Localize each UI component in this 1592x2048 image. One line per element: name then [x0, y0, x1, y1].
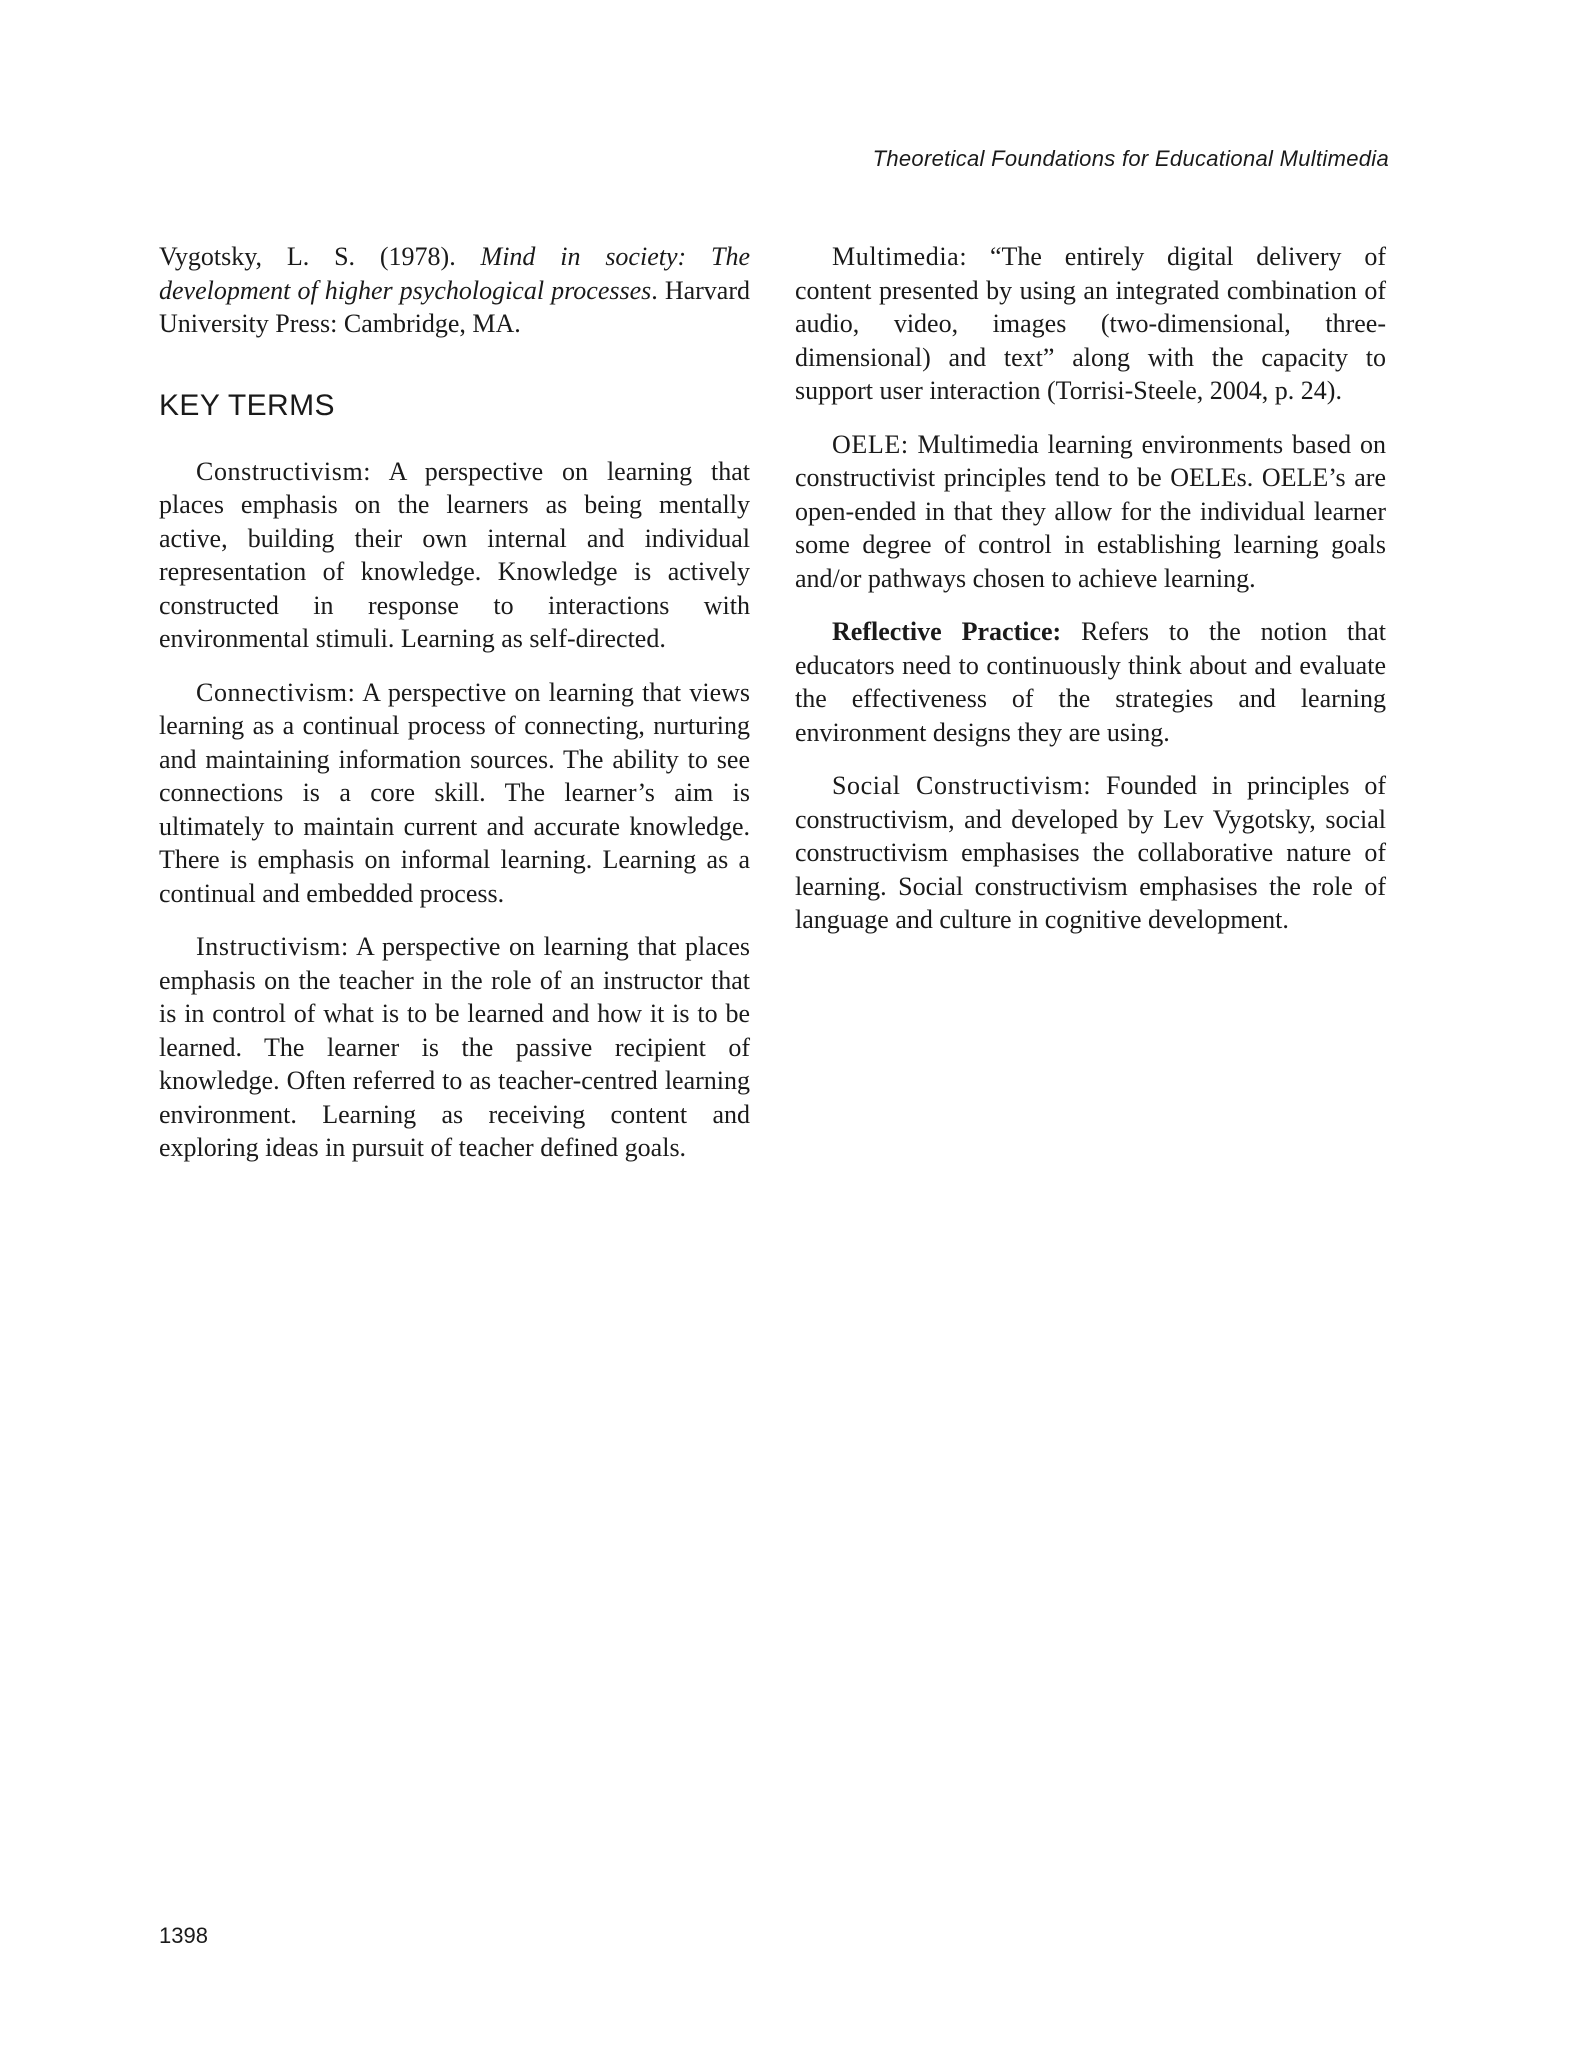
term-definition: Founded in principles of constructivism, and developed by Lev Vygotsky, social constructivism emphasises the collaborative nature of learning. Social constructivism emphasises the role of language and culture in cognitive development. [795, 771, 1386, 934]
term-instructivism [159, 930, 750, 1165]
term-definition: Refers to the notion that educators need to continuously think about and evaluate the effectiveness of the strategies and learning environment designs they are using. [795, 617, 1386, 747]
right-column [795, 240, 1386, 957]
reference-publisher: . Harvard University Press: Cambridge, MA. [159, 275, 750, 338]
reference-title: Mind in society: The development of higher psychological processes [159, 242, 750, 305]
term-label: Connectivism: [196, 677, 356, 707]
term-label: Social Constructivism: [832, 771, 1092, 800]
term-label: Multimedia: [832, 242, 968, 271]
term-definition: “The entirely digital delivery of content presented by using an integrated combination of audio, video, images (two-dimensional, three-dimensional) and text” along with the capacity to support user interaction (Torrisi-Steele, 2004, p. 24). [795, 242, 1386, 405]
term-definition: A perspective on learning that places emphasis on the learners as being mentally active, building their own internal and individual representation of knowledge. Knowledge is actively constructed in response to interactions with environmental stimuli. Learning as self-directed. [159, 456, 750, 653]
term-definition: Multimedia learning environments based on constructivist principles tend to be OELEs. OELE’s are open-ended in that they allow for the individual learner some degree of control in establishing learning goals and/or pathways chosen to achieve learning. [795, 429, 1386, 593]
reference-vygotsky [159, 240, 750, 341]
key-terms-heading: KEY TERMS [159, 388, 335, 422]
reference-authors-year: Vygotsky, L. S. (1978). [159, 242, 481, 271]
term-definition: A perspective on learning that places emphasis on the teacher in the role of an instructor that is in control of what is to be learned and how it is to be learned. The learner is the passive recipient of knowledge. Often referred to as teacher-centred learning environment. Learning as receiving content and exploring ideas in pursuit of teacher defined goals. [159, 932, 750, 1162]
term-social-constructivism [795, 769, 1386, 937]
term-reflective-practice [795, 615, 1386, 749]
running-head-title: Theoretical Foundations for Educational Multimedia [872, 146, 1389, 171]
term-constructivism [159, 455, 750, 656]
term-multimedia [795, 240, 1386, 408]
term-label: Instructivism: [196, 932, 349, 961]
term-label: OELE: [832, 429, 909, 459]
page-number: 1398 [159, 1923, 208, 1948]
term-connectivism [159, 676, 750, 911]
term-oele [795, 428, 1386, 596]
left-column [159, 240, 750, 1185]
term-definition: A perspective on learning that views learning as a continual process of connecting, nurturing and maintaining information sources. The ability to see connections is a core skill. The learner’s aim is ultimately to maintain current and accurate knowledge. There is emphasis on informal learning. Learning as a continual and embedded process. [159, 677, 750, 908]
term-label: Reflective Practice: [832, 617, 1062, 646]
term-label: Constructivism: [196, 456, 372, 486]
